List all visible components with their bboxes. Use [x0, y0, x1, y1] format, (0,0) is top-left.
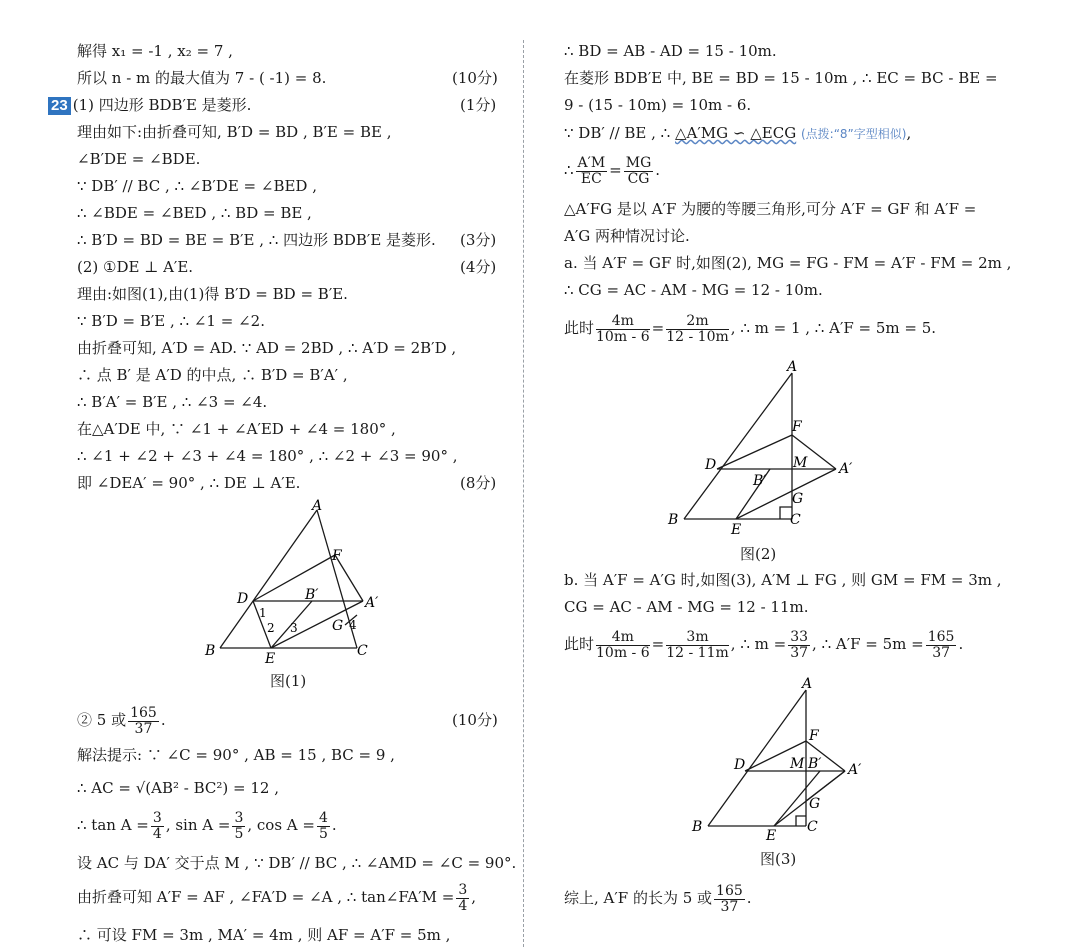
label-C: C	[357, 643, 368, 659]
figure-3-caption: 图(3)	[760, 850, 797, 868]
figure-1	[195, 495, 395, 670]
text-line: ∴ ∠BDE = ∠BED , ∴ BD = BE ,	[77, 204, 312, 222]
score-label: (1分)	[460, 96, 497, 114]
text-line: 解得 x₁ = -1 , x₂ = 7 ,	[77, 42, 233, 60]
angle-3: 3	[290, 621, 298, 635]
equation-line: 此时 $\frac{4m}{10m - 6}$ = $\frac{2m}{12 - 10m}$ , ∴ m = 1 , ∴ A′F = 5m = 5.	[564, 312, 937, 345]
text-line: A′G 两种情况讨论.	[564, 227, 690, 245]
text-line: ∴ 点 B′ 是 A′D 的中点, ∴ B′D = B′A′ ,	[77, 366, 348, 384]
text-line: 即 ∠DEA′ = 90° , ∴ DE ⊥ A′E.	[77, 474, 301, 492]
label-E: E	[731, 522, 742, 538]
text-line: ∴ B′D = BD = BE = B′E , ∴ 四边形 BDB′E 是菱形.	[77, 231, 436, 249]
score-label: (4分)	[460, 258, 497, 276]
score-label: (10分)	[452, 69, 498, 87]
label-A: A	[787, 359, 798, 375]
text-line: 在菱形 BDB′E 中, BE = BD = 15 - 10m , ∴ EC = BC - BE =	[564, 69, 998, 87]
question-number-badge: 23	[48, 97, 71, 115]
label-F: F	[792, 419, 802, 435]
conclusion-line: 综上, A′F 的长为 5 或 $\frac{165}{37}$ .	[564, 882, 752, 915]
text-line: ∴ CG = AC - AM - MG = 12 - 10m.	[564, 281, 823, 299]
label-B-prime: B′	[808, 756, 822, 772]
text-line: a. 当 A′F = GF 时,如图(2), MG = FG - FM = A′F - FM = 2m ,	[564, 254, 1012, 272]
label-B: B	[668, 512, 679, 528]
label-M: M	[790, 756, 805, 772]
label-D: D	[705, 457, 717, 473]
column-divider	[523, 40, 524, 947]
text-line: CG = AC - AM - MG = 12 - 11m.	[564, 598, 809, 616]
figure-2-caption: 图(2)	[740, 545, 777, 563]
label-B: B	[692, 819, 703, 835]
text-line: ∵ DB′ // BC , ∴ ∠B′DE = ∠BED ,	[77, 177, 317, 195]
text-line: ∴ ∠1 + ∠2 + ∠3 + ∠4 = 180° , ∴ ∠2 + ∠3 = 90° ,	[77, 447, 458, 465]
angle-1: 1	[259, 606, 267, 620]
label-C: C	[790, 512, 801, 528]
answer-line: ② 5 或 $\frac{165}{37}$ .	[77, 704, 166, 737]
handwritten-note: (点拨:“8”字型相似)	[800, 127, 907, 141]
label-G: G	[809, 796, 821, 812]
figure-1-caption: 图(1)	[270, 672, 307, 690]
label-G: G	[332, 618, 344, 634]
label-B-prime: B′	[305, 587, 319, 603]
label-A: A	[312, 498, 323, 514]
text-line: (2) ①DE ⊥ A′E.	[77, 258, 194, 276]
label-A-prime: A′	[848, 762, 862, 778]
text-line: 所以 n - m 的最大值为 7 - ( -1) = 8.	[77, 69, 327, 87]
question-line: 23 (1) 四边形 BDB′E 是菱形.	[48, 95, 251, 115]
label-B: B	[205, 643, 216, 659]
text-line: ∴ 可设 FM = 3m , MA′ = 4m , 则 AF = A′F = 5m ,	[77, 926, 451, 944]
label-E: E	[265, 651, 276, 667]
equation-line: 此时 $\frac{4m}{10m - 6}$ = $\frac{3m}{12 - 11m}$ , ∴ m = $\frac{33}{37}$ , ∴ A′F = 5m = $\frac{165}{37}$ .	[564, 628, 964, 661]
text-line: 理由如下:由折叠可知, B′D = BD , B′E = BE ,	[77, 123, 392, 141]
angle-2: 2	[267, 621, 275, 635]
score-label: (3分)	[460, 231, 497, 249]
score-label: (8分)	[460, 474, 497, 492]
text-line: ∠B′DE = ∠BDE.	[77, 150, 201, 168]
label-M: M	[793, 455, 808, 471]
text-line: ∴ BD = AB - AD = 15 - 10m.	[564, 42, 777, 60]
text-line: ∴ AC = √(AB² - BC²) = 12 ,	[77, 779, 279, 797]
text-line: 9 - (15 - 10m) = 10m - 6.	[564, 96, 752, 114]
text-line: 解法提示: ∵ ∠C = 90° , AB = 15 , BC = 9 ,	[77, 746, 395, 764]
angle-4: 4	[349, 618, 357, 632]
label-G: G	[792, 491, 804, 507]
text-line: b. 当 A′F = A′G 时,如图(3), A′M ⊥ FG , 则 GM = FM = 3m ,	[564, 571, 1002, 589]
label-F: F	[332, 548, 342, 564]
label-A-prime: A′	[365, 595, 379, 611]
text-line: ∵ B′D = B′E , ∴ ∠1 = ∠2.	[77, 312, 265, 330]
trig-line: ∴ tan A = $\frac{3}{4}$ , sin A = $\frac{3}{5}$ , cos A = $\frac{4}{5}$ .	[77, 809, 337, 842]
text-line: ∴ B′A′ = B′E , ∴ ∠3 = ∠4.	[77, 393, 268, 411]
figure-2	[660, 355, 860, 540]
text-line: 由折叠可知, A′D = AD. ∵ AD = 2BD , ∴ A′D = 2B′D ,	[77, 339, 457, 357]
fold-line: 由折叠可知 A′F = AF , ∠FA′D = ∠A , ∴ tan∠FA′M = $\frac{3}{4}$ ,	[77, 881, 477, 914]
label-D: D	[237, 591, 249, 607]
label-D: D	[734, 757, 746, 773]
label-A: A	[802, 676, 813, 692]
figure-3	[680, 668, 880, 843]
label-F: F	[809, 728, 819, 744]
text-line: 在△A′DE 中, ∵ ∠1 + ∠A′ED + ∠4 = 180° ,	[77, 420, 396, 438]
ratio-line: ∴ $\frac{A'M}{EC}$ = $\frac{MG}{CG}$ .	[564, 154, 661, 187]
label-A-prime: A′	[839, 461, 853, 477]
label-B-prime: B′	[753, 473, 767, 489]
text-line: 理由:如图(1),由(1)得 B′D = BD = B′E.	[77, 285, 348, 303]
label-E: E	[766, 828, 777, 843]
text-line: 设 AC 与 DA′ 交于点 M , ∵ DB′ // BC , ∴ ∠AMD = ∠C = 90°.	[77, 854, 517, 872]
score-label: (10分)	[452, 711, 498, 729]
label-C: C	[807, 819, 818, 835]
text-line: △A′FG 是以 A′F 为腰的等腰三角形,可分 A′F = GF 和 A′F =	[564, 200, 977, 218]
similar-line: ∵ DB′ // BE , ∴ △A′MG ∽ △ECG (点拨:“8”字型相似),	[564, 124, 912, 142]
